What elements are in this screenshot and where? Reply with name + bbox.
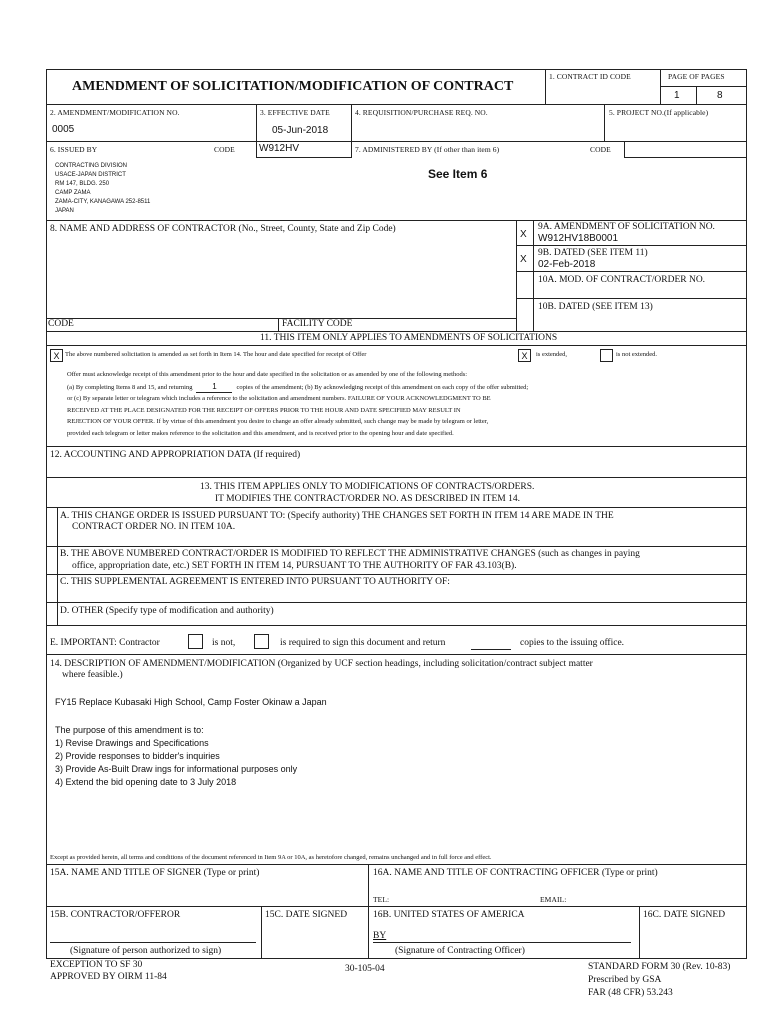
frame-top	[46, 69, 747, 70]
item-13d: D. OTHER (Specify type of modification and authority)	[60, 606, 274, 616]
tel-label: TEL:	[373, 895, 390, 904]
footer-standard-form: STANDARD FORM 30 (Rev. 10-83)	[588, 962, 731, 972]
item-10b-label: 10B. DATED (SEE ITEM 13)	[538, 302, 653, 312]
item-10a-label: 10A. MOD. OF CONTRACT/ORDER NO.	[538, 275, 706, 285]
amendment-no-label: 2. AMENDMENT/MODIFICATION NO.	[50, 108, 180, 117]
item-9b-value: 02-Feb-2018	[538, 259, 596, 270]
issuer-address: CONTRACTING DIVISION USACE-JAPAN DISTRICT RM 147, BLDG. 250 CAMP ZAMA ZAMA-CITY, KANAGAWA 252-8511 JAPAN	[55, 163, 151, 214]
contractor-code-label: CODE	[48, 319, 74, 329]
administered-by-label: 7. ADMINISTERED BY (If other than item 6)	[355, 145, 500, 154]
footer-form-no: 30-105-04	[345, 964, 385, 974]
copies-count: 1	[196, 381, 232, 394]
issued-by-label: 6. ISSUED BY	[50, 145, 98, 154]
item-13a-line1: A. THIS CHANGE ORDER IS ISSUED PURSUANT TO: (Specify authority) THE CHANGES SET FORTH IN ITEM 14 ARE MADE IN THE	[60, 511, 614, 521]
item-13-heading1: 13. THIS ITEM APPLIES ONLY TO MODIFICATIONS OF CONTRACTS/ORDERS.	[200, 482, 535, 492]
is-extended-label: is extended,	[536, 351, 568, 358]
item-11-heading: 11. THIS ITEM ONLY APPLIES TO AMENDMENTS OF SOLICITATIONS	[260, 333, 558, 343]
item-13b-line1: B. THE ABOVE NUMBERED CONTRACT/ORDER IS MODIFIED TO REFLECT THE ADMINISTRATIVE CHANGES (such as changes in paying	[60, 549, 640, 559]
item-14-label1: 14. DESCRIPTION OF AMENDMENT/MODIFICATION (Organized by UCF section headings, including solicitation/contract subject matter	[50, 659, 593, 669]
is-required-checkbox[interactable]	[254, 634, 269, 649]
page-count: 8	[717, 90, 723, 101]
item-14-label2: where feasible.)	[62, 670, 123, 680]
contract-id-label: 1. CONTRACT ID CODE	[549, 72, 631, 81]
check-9b: X	[520, 254, 527, 265]
email-label: EMAIL:	[540, 895, 567, 904]
item-e-required: is required to sign this document and return	[280, 638, 446, 648]
extended-checkbox[interactable]: X	[518, 349, 531, 362]
frame-right	[746, 69, 747, 959]
by-label: BY	[373, 931, 387, 941]
item-15a-label: 15A. NAME AND TITLE OF SIGNER (Type or print)	[50, 868, 260, 878]
administered-code-label: CODE	[590, 145, 611, 154]
page-number: 1	[674, 90, 680, 101]
project-no-label: 5. PROJECT NO.(If applicable)	[609, 108, 709, 117]
project-description: FY15 Replace Kubasaki High School, Camp Foster Okinaw a Japan	[55, 697, 327, 707]
page-of-pages-label: PAGE OF PAGES	[668, 72, 725, 81]
effective-date-label: 3. EFFECTIVE DATE	[260, 108, 330, 117]
is-not-checkbox[interactable]	[188, 634, 203, 649]
is-not-extended-label: is not extended.	[616, 351, 657, 358]
item-13b-line2: office, appropriation date, etc.) SET FORTH IN ITEM 14, PURSUANT TO THE AUTHORITY OF FAR 43.103(B).	[72, 561, 517, 571]
item-16b-label: 16B. UNITED STATES OF AMERICA	[373, 910, 525, 920]
item-e-copies: copies to the issuing office.	[520, 638, 625, 648]
item-13-heading2: IT MODIFIES THE CONTRACT/ORDER NO. AS DESCRIBED IN ITEM 14.	[215, 494, 520, 504]
item-9a-value: W912HV18B0001	[538, 233, 619, 244]
item-13c: C. THIS SUPPLEMENTAL AGREEMENT IS ENTERED INTO PURSUANT TO AUTHORITY OF:	[60, 577, 450, 587]
frame-left	[46, 69, 47, 959]
check-9a: X	[520, 229, 527, 240]
issued-code-value: W912HV	[259, 143, 300, 154]
officer-signature-label: (Signature of Contracting Officer)	[395, 946, 525, 956]
except-clause: Except as provided herein, all terms and conditions of the document referenced in Item 9A or 10A, as heretofore changed, remains unchanged and in full force and effect.	[50, 854, 492, 861]
item-11-checkbox[interactable]: X	[50, 349, 63, 362]
officer-signature-line[interactable]	[373, 942, 631, 943]
footer-exception: EXCEPTION TO SF 30	[50, 960, 143, 970]
footer-approved: APPROVED BY OIRM 11-84	[50, 972, 167, 982]
item-12-label: 12. ACCOUNTING AND APPROPRIATION DATA (If required)	[50, 450, 301, 460]
contractor-label: 8. NAME AND ADDRESS OF CONTRACTOR (No., Street, County, State and Zip Code)	[50, 224, 396, 234]
item-16c-label: 16C. DATE SIGNED	[643, 910, 726, 920]
requisition-label: 4. REQUISITION/PURCHASE REQ. NO.	[355, 108, 488, 117]
issued-code-label: CODE	[214, 145, 235, 154]
item-16a-label: 16A. NAME AND TITLE OF CONTRACTING OFFICER (Type or print)	[373, 868, 658, 878]
effective-date-value: 05-Jun-2018	[272, 125, 329, 136]
item-11-line1: The above numbered solicitation is amended as set forth in Item 14. The hour and date specified for receipt of Offer	[65, 351, 367, 358]
purpose-list: The purpose of this amendment is to: 1) Revise Drawings and Specifications 2) Provide responses to bidder's inquiries 3) Provide As-Built Draw ings for informational purposes only 4) Extend the bid opening date to 3 July 2018	[55, 725, 298, 787]
not-extended-checkbox[interactable]	[600, 349, 613, 362]
amendment-no-value: 0005	[52, 124, 75, 135]
item-e-label: E. IMPORTANT: Contractor	[50, 638, 160, 648]
item-e-is-not: is not,	[212, 638, 236, 648]
item-9b-label: 9B. DATED (SEE ITEM 11)	[538, 248, 648, 258]
footer-prescribed: Prescribed by GSA	[588, 975, 662, 985]
item-13a-line2: CONTRACT ORDER NO. IN ITEM 10A.	[72, 522, 236, 532]
see-item-6: See Item 6	[428, 167, 488, 181]
facility-code-label: FACILITY CODE	[282, 319, 353, 329]
item-9a-label: 9A. AMENDMENT OF SOLICITATION NO.	[538, 222, 715, 232]
item-11-instructions: Offer must acknowledge receipt of this amendment prior to the hour and date specified in the solicitation or as amended by one of the following methods: (a) By completing Items 8 and 15, and returning 1 copies of the amendment; (b) By acknowledging receipt of this amendment on each copy of the offer submitted; or (c) By separate letter or telegram which includes a reference to the solicitation and amendment numbers. FAILURE OF YOUR ACKNOWLEDGMENT TO BE RECEIVED AT THE PLACE DESIGNATED FOR THE RECEIPT OF OFFERS PRIOR TO THE HOUR AND DATE SPECIFIED MAY RESULT IN REJECTION OF YOUR OFFER. If by virtue of this amendment you desire to change an offer already submitted, such change may be made by telegram or letter, provided each telegram or letter makes reference to the solicitation and this amendment, and is received prior to the opening hour and date specified.	[67, 371, 529, 437]
contractor-signature-line[interactable]	[50, 942, 256, 943]
item-15c-label: 15C. DATE SIGNED	[265, 910, 348, 920]
item-15b-label: 15B. CONTRACTOR/OFFEROR	[50, 910, 181, 920]
contractor-signature-label: (Signature of person authorized to sign)	[70, 946, 222, 956]
form-title: AMENDMENT OF SOLICITATION/MODIFICATION OF CONTRACT	[72, 79, 514, 94]
footer-far: FAR (48 CFR) 53.243	[588, 988, 673, 998]
